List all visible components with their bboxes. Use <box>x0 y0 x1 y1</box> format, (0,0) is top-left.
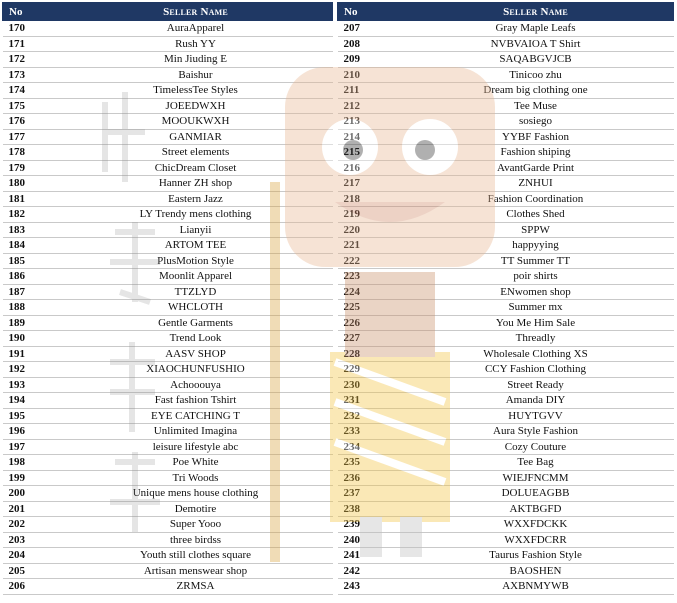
row-number: 179 <box>3 160 59 176</box>
table-row <box>338 455 674 471</box>
row-number: 178 <box>3 145 59 161</box>
seller-name-cell: You Me Him Sale <box>398 315 674 331</box>
row-number: 196 <box>3 424 59 440</box>
seller-name-cell: Achooouya <box>59 377 333 393</box>
row-number: 215 <box>338 145 398 161</box>
seller-name-cell: poir shirts <box>398 269 674 285</box>
seller-name-cell: SAQABGVJCB <box>398 52 674 68</box>
seller-name-cell: WHCLOTH <box>59 300 333 316</box>
column-header-seller-name: Seller Name <box>398 3 674 21</box>
table-row <box>3 36 333 52</box>
table-row <box>338 563 674 579</box>
row-number: 185 <box>3 253 59 269</box>
table-row <box>338 486 674 502</box>
table-row <box>338 424 674 440</box>
seller-name-cell: TTZLYD <box>59 284 333 300</box>
seller-name-cell: Tee Bag <box>398 455 674 471</box>
row-number: 203 <box>3 532 59 548</box>
row-number: 210 <box>338 67 398 83</box>
seller-name-cell: EYE CATCHING T <box>59 408 333 424</box>
table-row <box>338 377 674 393</box>
row-number: 195 <box>3 408 59 424</box>
column-header-no: No <box>3 3 59 21</box>
seller-name-cell: LY Trendy mens clothing <box>59 207 333 223</box>
row-number: 198 <box>3 455 59 471</box>
seller-name-cell: PlusMotion Style <box>59 253 333 269</box>
seller-table-left <box>2 2 333 595</box>
row-number: 208 <box>338 36 398 52</box>
row-number: 184 <box>3 238 59 254</box>
table-row <box>3 67 333 83</box>
row-number: 176 <box>3 114 59 130</box>
seller-name-cell: Lianyii <box>59 222 333 238</box>
seller-name-cell: DOLUEAGBB <box>398 486 674 502</box>
row-number: 207 <box>338 21 398 37</box>
row-number: 235 <box>338 455 398 471</box>
row-number: 218 <box>338 191 398 207</box>
row-number: 214 <box>338 129 398 145</box>
table-row <box>3 362 333 378</box>
table-row <box>3 300 333 316</box>
table-row <box>338 517 674 533</box>
seller-name-cell: Min Jiuding E <box>59 52 333 68</box>
table-row <box>3 315 333 331</box>
seller-name-cell: TimelessTee Styles <box>59 83 333 99</box>
row-number: 242 <box>338 563 398 579</box>
row-number: 174 <box>3 83 59 99</box>
table-row <box>3 98 333 114</box>
seller-name-cell: Cozy Couture <box>398 439 674 455</box>
table-row <box>338 284 674 300</box>
table-row <box>338 362 674 378</box>
seller-name-cell: SPPW <box>398 222 674 238</box>
seller-name-cell: leisure lifestyle abc <box>59 439 333 455</box>
seller-name-cell: three birdss <box>59 532 333 548</box>
row-number: 243 <box>338 579 398 595</box>
row-number: 234 <box>338 439 398 455</box>
table-row <box>3 21 333 37</box>
seller-name-cell: BAOSHEN <box>398 563 674 579</box>
table-row <box>3 517 333 533</box>
table-row <box>338 579 674 595</box>
row-number: 212 <box>338 98 398 114</box>
row-number: 205 <box>3 563 59 579</box>
row-number: 191 <box>3 346 59 362</box>
seller-name-cell: Super Yooo <box>59 517 333 533</box>
row-number: 188 <box>3 300 59 316</box>
row-number: 217 <box>338 176 398 192</box>
row-number: 241 <box>338 548 398 564</box>
table-row <box>3 331 333 347</box>
seller-name-cell: Aura Style Fashion <box>398 424 674 440</box>
seller-name-cell: AXBNMYWB <box>398 579 674 595</box>
table-row <box>338 191 674 207</box>
seller-name-cell: Youth still clothes square <box>59 548 333 564</box>
seller-name-cell: Threadly <box>398 331 674 347</box>
seller-name-cell: AASV SHOP <box>59 346 333 362</box>
row-number: 223 <box>338 269 398 285</box>
row-number: 224 <box>338 284 398 300</box>
seller-name-cell: AvantGarde Print <box>398 160 674 176</box>
row-number: 170 <box>3 21 59 37</box>
row-number: 201 <box>3 501 59 517</box>
seller-name-cell: Taurus Fashion Style <box>398 548 674 564</box>
seller-name-cell: Fashion Coordination <box>398 191 674 207</box>
table-header-row <box>3 3 333 21</box>
seller-name-cell: WXXFDCRR <box>398 532 674 548</box>
row-number: 204 <box>3 548 59 564</box>
row-number: 222 <box>338 253 398 269</box>
table-row <box>338 408 674 424</box>
table-row <box>338 501 674 517</box>
row-number: 200 <box>3 486 59 502</box>
row-number: 211 <box>338 83 398 99</box>
seller-name-cell: Street Ready <box>398 377 674 393</box>
table-row <box>3 114 333 130</box>
table-row <box>3 486 333 502</box>
seller-name-cell: Tinicoo zhu <box>398 67 674 83</box>
seller-name-cell: Eastern Jazz <box>59 191 333 207</box>
row-number: 219 <box>338 207 398 223</box>
table-header-row <box>338 3 674 21</box>
column-header-no: No <box>338 3 398 21</box>
seller-name-cell: TT Summer TT <box>398 253 674 269</box>
table-row <box>338 145 674 161</box>
seller-name-cell: YYBF Fashion <box>398 129 674 145</box>
table-row <box>3 145 333 161</box>
seller-name-cell: WXXFDCKK <box>398 517 674 533</box>
row-number: 232 <box>338 408 398 424</box>
row-number: 237 <box>338 486 398 502</box>
table-row <box>338 98 674 114</box>
row-number: 192 <box>3 362 59 378</box>
table-body <box>3 21 333 595</box>
seller-name-cell: ARTOM TEE <box>59 238 333 254</box>
table-row <box>3 563 333 579</box>
row-number: 220 <box>338 222 398 238</box>
table-row <box>338 548 674 564</box>
seller-name-cell: Unique mens house clothing <box>59 486 333 502</box>
row-number: 189 <box>3 315 59 331</box>
row-number: 226 <box>338 315 398 331</box>
seller-name-cell: Gray Maple Leafs <box>398 21 674 37</box>
seller-name-cell: happyying <box>398 238 674 254</box>
seller-name-cell: NVBVAIOA T Shirt <box>398 36 674 52</box>
seller-name-cell: Dream big clothing one <box>398 83 674 99</box>
table-row <box>3 501 333 517</box>
table-row <box>3 377 333 393</box>
seller-name-cell: ChicDream Closet <box>59 160 333 176</box>
row-number: 230 <box>338 377 398 393</box>
seller-name-cell: Summer mx <box>398 300 674 316</box>
seller-name-cell: JOEEDWXH <box>59 98 333 114</box>
table-row <box>338 346 674 362</box>
seller-name-cell: Moonlit Apparel <box>59 269 333 285</box>
row-number: 199 <box>3 470 59 486</box>
table-row <box>338 393 674 409</box>
row-number: 228 <box>338 346 398 362</box>
table-row <box>3 470 333 486</box>
table-body <box>338 21 674 595</box>
row-number: 171 <box>3 36 59 52</box>
row-number: 231 <box>338 393 398 409</box>
seller-name-cell: Fashion shiping <box>398 145 674 161</box>
table-row <box>338 315 674 331</box>
table-row <box>3 269 333 285</box>
seller-name-cell: Rush YY <box>59 36 333 52</box>
seller-name-cell: Demotire <box>59 501 333 517</box>
table-row <box>3 439 333 455</box>
table-row <box>3 579 333 595</box>
seller-name-cell: Wholesale Clothing XS <box>398 346 674 362</box>
table-row <box>338 470 674 486</box>
table-row <box>338 207 674 223</box>
row-number: 206 <box>3 579 59 595</box>
table-row <box>338 176 674 192</box>
seller-name-cell: CCY Fashion Clothing <box>398 362 674 378</box>
row-number: 225 <box>338 300 398 316</box>
row-number: 213 <box>338 114 398 130</box>
table-row <box>3 52 333 68</box>
seller-name-cell: Fast fashion Tshirt <box>59 393 333 409</box>
table-row <box>338 129 674 145</box>
row-number: 181 <box>3 191 59 207</box>
seller-name-cell: Amanda DIY <box>398 393 674 409</box>
table-row <box>338 222 674 238</box>
table-row <box>3 424 333 440</box>
table-row <box>3 160 333 176</box>
row-number: 221 <box>338 238 398 254</box>
table-row <box>3 176 333 192</box>
row-number: 216 <box>338 160 398 176</box>
row-number: 202 <box>3 517 59 533</box>
seller-name-cell: Street elements <box>59 145 333 161</box>
row-number: 209 <box>338 52 398 68</box>
table-row <box>338 269 674 285</box>
seller-name-cell: MOOUKWXH <box>59 114 333 130</box>
row-number: 173 <box>3 67 59 83</box>
row-number: 180 <box>3 176 59 192</box>
seller-name-cell: ENwomen shop <box>398 284 674 300</box>
table-row <box>3 238 333 254</box>
row-number: 233 <box>338 424 398 440</box>
seller-name-cell: Trend Look <box>59 331 333 347</box>
table-row <box>3 253 333 269</box>
table-row <box>338 67 674 83</box>
seller-name-cell: ZRMSA <box>59 579 333 595</box>
seller-name-cell: AKTBGFD <box>398 501 674 517</box>
seller-name-cell: Artisan menswear shop <box>59 563 333 579</box>
seller-name-cell: Baishur <box>59 67 333 83</box>
row-number: 183 <box>3 222 59 238</box>
seller-name-cell: Tri Woods <box>59 470 333 486</box>
row-number: 172 <box>3 52 59 68</box>
seller-table-right <box>337 2 674 595</box>
seller-name-cell: Unlimited Imagina <box>59 424 333 440</box>
seller-name-cell: ZNHUI <box>398 176 674 192</box>
table-row <box>338 300 674 316</box>
table-row <box>338 36 674 52</box>
seller-name-cell: WIEJFNCMM <box>398 470 674 486</box>
table-row <box>3 393 333 409</box>
table-row <box>338 83 674 99</box>
row-number: 177 <box>3 129 59 145</box>
row-number: 239 <box>338 517 398 533</box>
seller-name-cell: GANMIAR <box>59 129 333 145</box>
table-row <box>338 160 674 176</box>
table-row <box>3 83 333 99</box>
table-row <box>3 207 333 223</box>
row-number: 229 <box>338 362 398 378</box>
seller-name-cell: Poe White <box>59 455 333 471</box>
row-number: 227 <box>338 331 398 347</box>
row-number: 175 <box>3 98 59 114</box>
table-row <box>3 548 333 564</box>
table-row <box>338 439 674 455</box>
seller-name-cell: AuraApparel <box>59 21 333 37</box>
row-number: 238 <box>338 501 398 517</box>
table-row <box>3 532 333 548</box>
table-row <box>338 532 674 548</box>
seller-name-cell: XIAOCHUNFUSHIO <box>59 362 333 378</box>
seller-name-cell: HUYTGVV <box>398 408 674 424</box>
seller-name-cell: Hanner ZH shop <box>59 176 333 192</box>
row-number: 236 <box>338 470 398 486</box>
row-number: 240 <box>338 532 398 548</box>
table-row <box>338 21 674 37</box>
table-row <box>338 238 674 254</box>
table-row <box>3 222 333 238</box>
table-row <box>3 408 333 424</box>
table-row <box>338 52 674 68</box>
seller-name-cell: Clothes Shed <box>398 207 674 223</box>
table-row <box>3 129 333 145</box>
table-row <box>3 191 333 207</box>
row-number: 187 <box>3 284 59 300</box>
row-number: 193 <box>3 377 59 393</box>
seller-name-cell: Gentle Garments <box>59 315 333 331</box>
table-row <box>338 331 674 347</box>
column-header-seller-name: Seller Name <box>59 3 333 21</box>
seller-name-cell: sosiego <box>398 114 674 130</box>
row-number: 197 <box>3 439 59 455</box>
row-number: 182 <box>3 207 59 223</box>
seller-name-cell: Tee Muse <box>398 98 674 114</box>
table-row <box>338 253 674 269</box>
row-number: 190 <box>3 331 59 347</box>
table-row <box>338 114 674 130</box>
row-number: 186 <box>3 269 59 285</box>
row-number: 194 <box>3 393 59 409</box>
table-row <box>3 346 333 362</box>
table-row <box>3 284 333 300</box>
table-row <box>3 455 333 471</box>
